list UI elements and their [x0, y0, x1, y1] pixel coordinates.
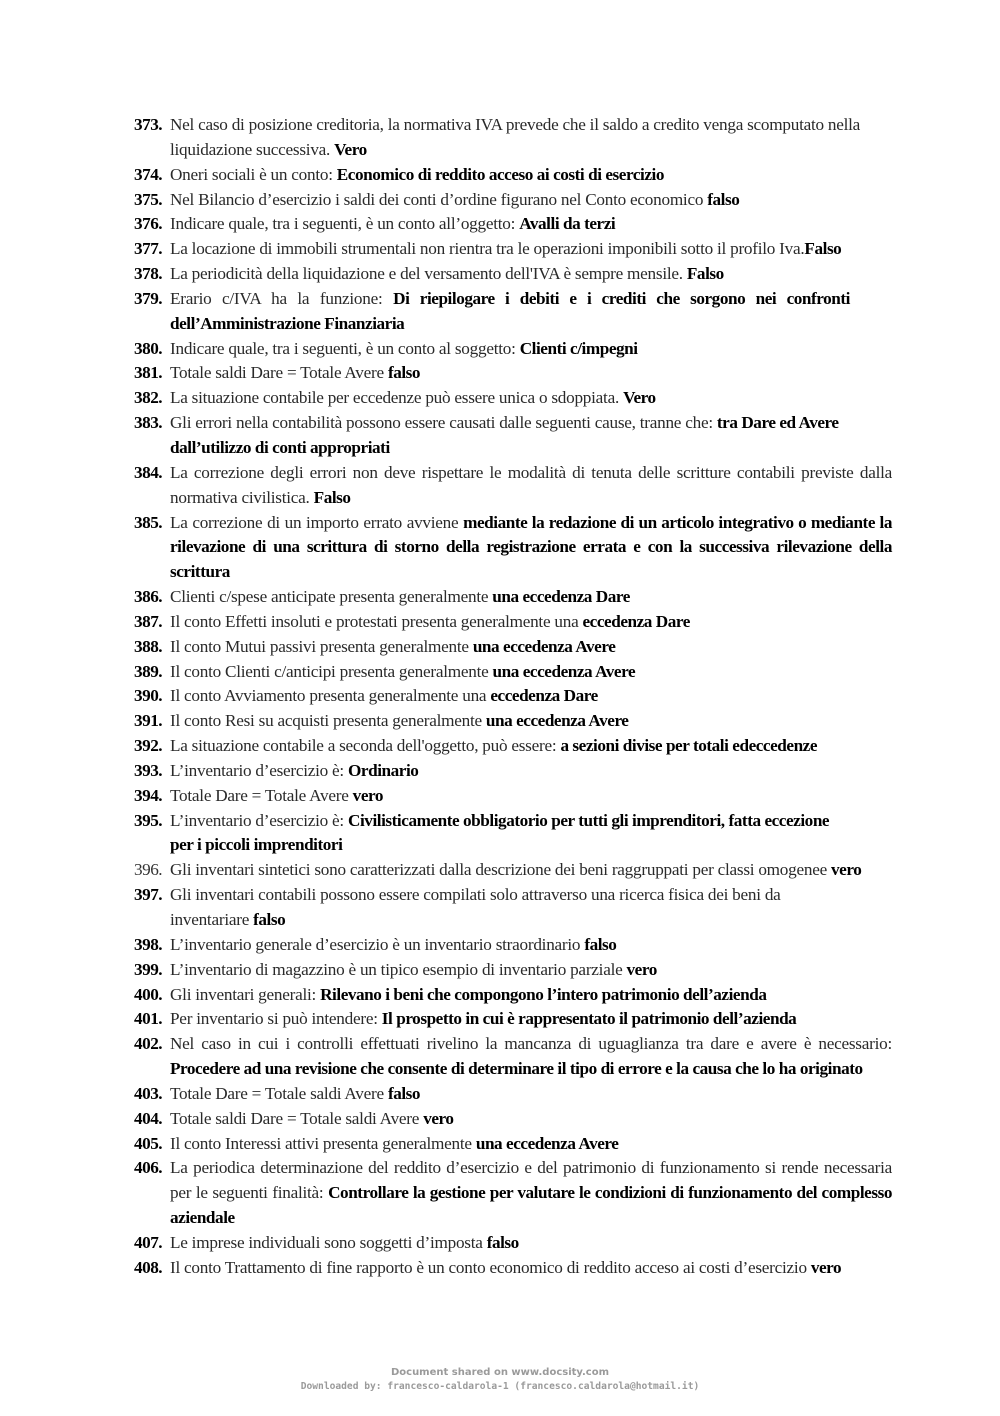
question-number: 383. — [134, 413, 163, 433]
question-item — [134, 212, 974, 237]
question-text: Oneri sociali è un conto: — [170, 164, 337, 184]
question-number: 380. — [134, 338, 163, 358]
question-number: 401. — [134, 1009, 163, 1029]
question-text: Nel caso in cui i controlli effettuati rivelino la mancanza di uguaglianza tra dare e avere è necessario: — [170, 1034, 892, 1054]
question-number: 379. — [134, 288, 163, 308]
question-text: L’inventario generale d’esercizio è un inventario straordinario — [170, 934, 585, 954]
question-text: Totale Dare = Totale Avere — [170, 785, 353, 805]
question-text: La periodica determinazione del reddito d’esercizio e del patrimonio di funzionamento si rende necessaria per le seguenti finalità: — [170, 1158, 892, 1203]
question-body — [170, 511, 892, 586]
answer-text: falso — [387, 1083, 421, 1103]
question-body — [170, 287, 850, 337]
question-number: 385. — [134, 512, 163, 532]
question-body — [170, 983, 974, 1008]
question-item — [134, 983, 974, 1008]
question-list — [134, 113, 974, 1281]
question-item — [134, 1231, 974, 1256]
answer-text: Civilisticamente obbligatorio per tutti gli imprenditori, fatta eccezione per i piccoli imprenditori — [170, 810, 830, 855]
question-text: Clienti c/spese anticipate presenta generalmente — [170, 587, 493, 607]
question-item — [134, 809, 974, 859]
question-number: 391. — [134, 711, 163, 731]
question-text: Gli inventari generali: — [170, 984, 321, 1004]
answer-text: una eccedenza Avere — [492, 661, 636, 681]
question-item — [134, 759, 974, 784]
question-item — [134, 287, 974, 337]
question-text: Totale saldi Dare = Totale Avere — [170, 363, 388, 383]
question-text: Il conto Trattamento di fine rapporto è un conto economico di reddito acceso ai costi d’esercizio — [170, 1257, 811, 1277]
question-body — [170, 337, 974, 362]
question-item — [134, 1156, 974, 1231]
question-text: La correzione di un importo errato avviene — [170, 512, 464, 532]
question-item — [134, 883, 974, 933]
question-number: 398. — [134, 934, 163, 954]
question-text: L’inventario di magazzino è un tipico esempio di inventario parziale — [170, 959, 627, 979]
question-number: 396. — [134, 860, 163, 880]
question-item — [134, 337, 974, 362]
question-text: La correzione degli errori non deve rispettare le modalità di tenuta delle scritture contabili previste dalla normativa civilistica. — [170, 462, 892, 507]
answer-text: una eccedenza Dare — [492, 587, 630, 607]
answer-text: falso — [584, 934, 617, 954]
question-text: Il conto Resi su acquisti presenta generalmente — [170, 711, 486, 731]
question-text: L’inventario d’esercizio è: — [170, 760, 349, 780]
question-number: 402. — [134, 1034, 163, 1054]
answer-text: falso — [707, 189, 740, 209]
question-body — [170, 958, 974, 983]
question-number: 386. — [134, 587, 163, 607]
question-number: 395. — [134, 810, 163, 830]
question-text: L’inventario d’esercizio è: — [170, 810, 349, 830]
question-body — [170, 684, 974, 709]
question-item — [134, 1107, 974, 1132]
answer-text: a sezioni divise per totali edeccedenze — [560, 736, 818, 756]
question-body — [170, 784, 974, 809]
question-text: Nel caso di posizione creditoria, la normativa IVA prevede che il saldo a credito venga scomputato nella liquidazione successiva. — [170, 115, 861, 159]
footer-download-note: Downloaded by: francesco-caldarola-1 (francesco.caldarola@hotmail.it) — [300, 1381, 700, 1392]
answer-text: Falso — [313, 487, 351, 507]
answer-text: Rilevano i beni che compongono l’intero patrimonio dell’azienda — [320, 984, 767, 1004]
question-text: La situazione contabile a seconda dell'oggetto, può essere: — [170, 736, 561, 756]
question-body — [170, 610, 974, 635]
question-body — [170, 933, 974, 958]
question-item — [134, 1032, 974, 1082]
question-item — [134, 361, 974, 386]
question-item — [134, 684, 974, 709]
question-body — [170, 709, 974, 734]
question-item — [134, 1132, 974, 1157]
question-item — [134, 113, 974, 163]
answer-text: Economico di reddito acceso ai costi di esercizio — [336, 164, 664, 184]
question-text: La situazione contabile per eccedenze può essere unica o sdoppiata. — [170, 388, 624, 408]
question-body — [170, 461, 892, 511]
question-item — [134, 610, 974, 635]
question-number: 375. — [134, 189, 163, 209]
question-body — [170, 1082, 974, 1107]
question-item — [134, 933, 974, 958]
answer-text: Ordinario — [348, 760, 419, 780]
question-item — [134, 262, 974, 287]
question-item — [134, 1082, 974, 1107]
question-body — [170, 809, 850, 859]
question-text: Il conto Interessi attivi presenta generalmente — [170, 1133, 476, 1153]
answer-text: eccedenza Dare — [490, 686, 598, 706]
answer-text: Procedere ad una revisione che consente di determinare il tipo di errore e la causa che lo ha originato — [170, 1059, 863, 1079]
question-item — [134, 1007, 974, 1032]
question-item — [134, 1256, 974, 1281]
question-number: 378. — [134, 264, 163, 284]
question-item — [134, 709, 974, 734]
question-text: Indicare quale, tra i seguenti, è un conto al soggetto: — [170, 338, 520, 358]
question-item — [134, 858, 974, 883]
question-number: 399. — [134, 959, 163, 979]
question-item — [134, 188, 974, 213]
answer-text: Falso — [804, 239, 842, 259]
question-body — [170, 262, 974, 287]
question-number: 384. — [134, 462, 163, 482]
question-number: 377. — [134, 239, 163, 259]
question-number: 406. — [134, 1158, 163, 1178]
question-body — [170, 237, 974, 262]
answer-text: mediante la redazione di un articolo integrativo o mediante la rilevazione di una scrittura di storno della registrazione errata e con la successiva rilevazione della scrittura — [170, 512, 892, 582]
question-text: Erario c/IVA ha la funzione: — [170, 288, 394, 308]
question-item — [134, 163, 974, 188]
question-item — [134, 734, 974, 759]
question-body — [170, 1007, 974, 1032]
question-number: 397. — [134, 885, 163, 905]
question-text: Indicare quale, tra i seguenti, è un conto all’oggetto: — [170, 214, 520, 234]
question-body — [170, 212, 974, 237]
question-text: Il conto Effetti insoluti e protestati presenta generalmente una — [170, 611, 583, 631]
answer-text: falso — [253, 910, 286, 929]
question-item — [134, 660, 974, 685]
question-number: 373. — [134, 115, 163, 134]
answer-text: Falso — [686, 264, 724, 284]
question-body — [170, 1107, 974, 1132]
question-number: 376. — [134, 214, 163, 234]
question-text: Nel Bilancio d’esercizio i saldi dei conti d’ordine figurano nel Conto economico — [170, 189, 708, 209]
answer-text: Controllare la gestione per valutare le condizioni di funzionamento del complesso aziendale — [170, 1183, 892, 1228]
question-number: 390. — [134, 686, 163, 706]
question-body — [170, 1231, 974, 1256]
question-body — [170, 585, 974, 610]
answer-text: falso — [387, 363, 421, 383]
question-number: 394. — [134, 785, 163, 805]
answer-text: Il prospetto in cui è rappresentato il patrimonio dell’azienda — [381, 1009, 797, 1029]
question-number: 403. — [134, 1083, 163, 1103]
answer-text: Vero — [623, 388, 656, 408]
question-body — [170, 188, 974, 213]
answer-text: una eccedenza Avere — [475, 1133, 619, 1153]
question-body — [170, 113, 892, 163]
question-text: La periodicità della liquidazione e del versamento dell'IVA è sempre mensile. — [170, 264, 687, 284]
question-body — [170, 411, 892, 461]
answer-text: tra Dare ed Avere dall’utilizzo di conti appropriati — [170, 413, 839, 457]
question-text: Totale Dare = Totale saldi Avere — [170, 1083, 388, 1103]
question-item — [134, 958, 974, 983]
question-number: 405. — [134, 1133, 163, 1153]
question-text: Le imprese individuali sono soggetti d’imposta — [170, 1232, 487, 1252]
answer-text: vero — [352, 785, 384, 805]
question-item — [134, 461, 974, 511]
question-number: 374. — [134, 164, 163, 184]
answer-text: una eccedenza Avere — [485, 711, 629, 731]
question-text: Totale saldi Dare = Totale saldi Avere — [170, 1108, 424, 1128]
question-number: 404. — [134, 1108, 163, 1128]
question-text: Il conto Mutui passivi presenta generalmente — [170, 636, 473, 656]
question-body — [170, 1256, 974, 1281]
answer-text: Clienti c/impegni — [519, 338, 638, 358]
question-body — [170, 1132, 974, 1157]
question-number: 400. — [134, 984, 163, 1004]
question-body — [170, 883, 834, 933]
question-item — [134, 237, 974, 262]
question-number: 389. — [134, 661, 163, 681]
question-number: 393. — [134, 760, 163, 780]
question-item — [134, 411, 974, 461]
question-text: Gli inventari contabili possono essere compilati solo attraverso una ricerca fisica dei beni da inventariare — [170, 885, 781, 929]
question-body — [170, 635, 974, 660]
question-text: Gli inventari sintetici sono caratterizzati dalla descrizione dei beni raggruppati per classi omogenee — [170, 860, 832, 880]
question-body — [170, 361, 974, 386]
question-number: 388. — [134, 636, 163, 656]
answer-text: vero — [626, 959, 657, 979]
answer-text: vero — [423, 1108, 454, 1128]
question-number: 408. — [134, 1257, 163, 1277]
question-text: Per inventario si può intendere: — [170, 1009, 382, 1029]
question-number: 392. — [134, 736, 163, 756]
answer-text: Vero — [334, 139, 367, 159]
answer-text: una eccedenza Avere — [472, 636, 616, 656]
question-number: 387. — [134, 611, 163, 631]
question-number: 381. — [134, 363, 163, 383]
answer-text: Di riepilogare i debiti e i crediti che sorgono nei confronti dell’Amministrazione Finanziaria — [170, 288, 850, 333]
question-body — [170, 660, 974, 685]
question-item — [134, 585, 974, 610]
question-body — [170, 734, 974, 759]
question-item — [134, 784, 974, 809]
question-body — [170, 163, 974, 188]
answer-text: vero — [831, 860, 862, 880]
answer-text: vero — [810, 1257, 842, 1277]
question-text: Il conto Avviamento presenta generalmente una — [170, 686, 491, 706]
answer-text: eccedenza Dare — [582, 611, 690, 631]
answer-text: falso — [486, 1232, 519, 1252]
question-item — [134, 386, 974, 411]
question-body — [170, 1032, 892, 1082]
question-item — [134, 511, 974, 586]
answer-text: Avalli da terzi — [519, 214, 616, 234]
question-body — [170, 858, 974, 883]
question-body — [170, 386, 974, 411]
question-item — [134, 635, 974, 660]
question-body — [170, 1156, 892, 1231]
question-number: 382. — [134, 388, 163, 408]
question-text: Gli errori nella contabilità possono essere causati dalle seguenti cause, tranne che: — [170, 413, 717, 433]
footer-shared-note: Document shared on www.docsity.com — [390, 1367, 610, 1378]
question-text: Il conto Clienti c/anticipi presenta generalmente — [170, 661, 493, 681]
question-number: 407. — [134, 1232, 163, 1252]
question-body — [170, 759, 974, 784]
question-text: La locazione di immobili strumentali non rientra tra le operazioni imponibili sotto il profilo Iva. — [170, 239, 805, 259]
